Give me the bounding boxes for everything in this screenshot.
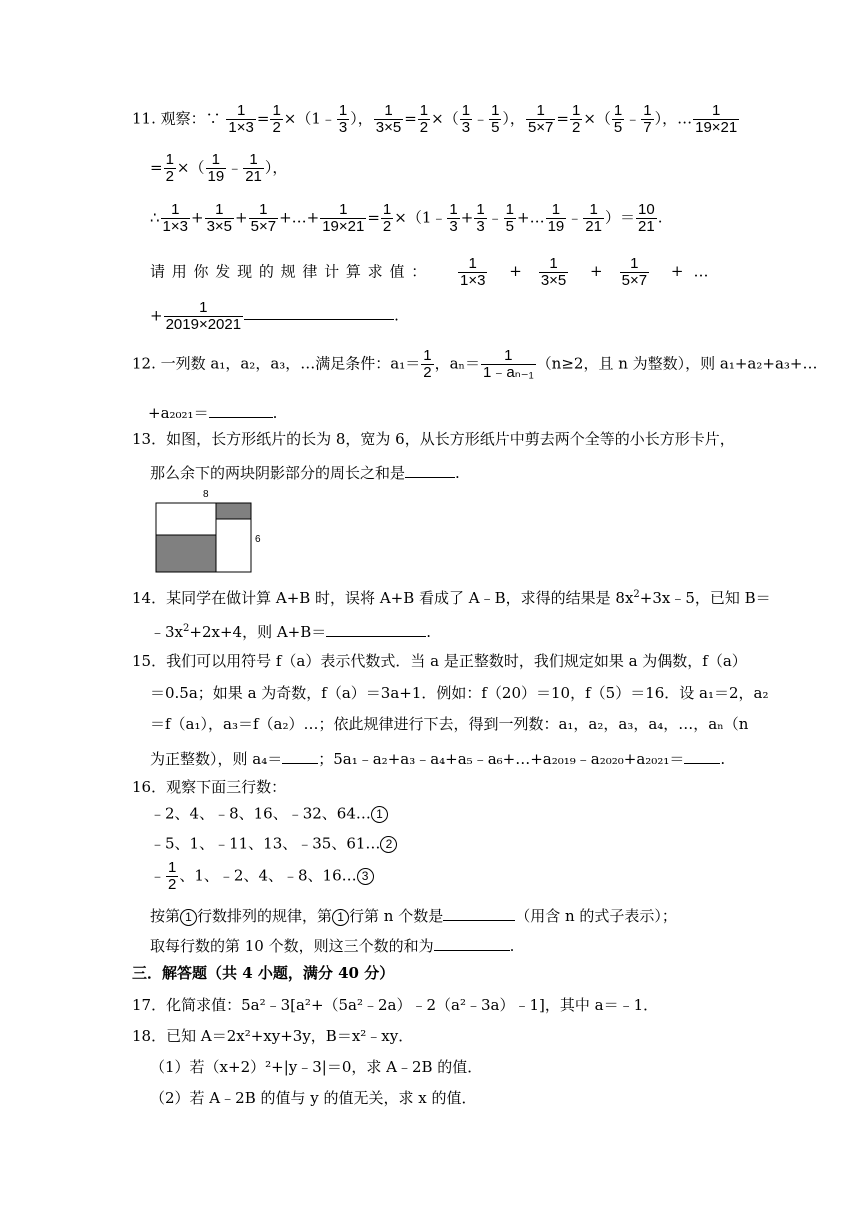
fraction: $\frac{1}{\text{1﹣aₙ₋₁}}$ (483, 347, 534, 381)
q18-line1: 18．已知 A＝2x²+xy+3y，B＝x²﹣xy． (132, 1027, 414, 1045)
fraction: $\frac{1}{5\times 7}$ (527, 102, 554, 136)
fraction: $\frac{1}{5\times 7}$ (621, 255, 648, 289)
fraction: $\frac{1}{3\times 5}$ (206, 201, 233, 235)
q17: 17．化简求值：5a²﹣3[a²+（5a²﹣2a）﹣2（a²﹣3a）﹣1]，其中 a＝﹣1． (132, 996, 659, 1014)
answer-blank[interactable] (244, 305, 394, 320)
q11-lead: 11. 观察：∵ (132, 109, 221, 128)
fraction: $\frac{1}{7}$ (643, 102, 652, 136)
q15-line4: 为正整数），则 a₄＝ ；5a₁﹣a₂+a₃﹣a₄+a₅﹣a₆+…+a₂₀₁₉﹣a₂₀₂₀+a₂₀₂₁＝ . (150, 750, 726, 768)
answer-blank[interactable] (443, 906, 515, 921)
fraction: $\frac{1}{2}$ (382, 201, 392, 235)
figure-length-label: 8 (203, 489, 209, 500)
q16-row3: ﹣ $\frac{1}{2}$ 、1、﹣2、4、﹣8、16… 3 (150, 860, 374, 893)
answer-blank[interactable] (326, 622, 426, 637)
fraction: $\frac{1}{21}$ (585, 201, 602, 235)
fraction: $\frac{1}{19}$ (207, 151, 225, 185)
fraction: $\frac{1}{5}$ (491, 102, 500, 136)
q13-figure (150, 486, 270, 576)
circled-number: 1 (180, 909, 197, 926)
q11-line1: 11. 观察：∵ $\frac{1}{1\times 3}$ = $\frac{1}{2}$ ×（1﹣ $\frac{1}{3}$ ）， $\frac{1}{3\times 5}$ = $\frac{1}{2}$ ×（ $\frac{1}{3}$ ﹣ $\frac{1}{5}$ ）， $\frac{1}{5\times 7}$ = $\frac{1}{2}$ ×（ $\frac{1}{5}$ ﹣ $\frac{1}{7}$ ），… $\frac{1}{19\times 21}$ (132, 102, 738, 136)
circled-number: 1 (332, 909, 349, 926)
q14-line2: $﹣3x^2+2x+4$，则 A+B＝ . (150, 623, 432, 641)
fraction: $\frac{1}{19}$ (547, 201, 565, 235)
q11-line5: + $\frac{1}{2019\times 2021}$ . (150, 299, 399, 333)
circled-number: 1 (371, 806, 388, 823)
answer-blank[interactable] (405, 463, 455, 478)
q11-line3: ∴ $\frac{1}{1\times 3}$ + $\frac{1}{3\times 5}$ + $\frac{1}{5\times 7}$ +…+ $\frac{1}{19\times 21}$ = $\frac{1}{2}$ ×（1﹣ $\frac{1}{3}$ + $\frac{1}{3}$ ﹣ $\frac{1}{5}$ +… $\frac{1}{19}$ ﹣ $\frac{1}{21}$ ）＝ $\frac{10}{21}$ . (150, 201, 663, 235)
q13-line2: 那么余下的两块阴影部分的周长之和是 . (150, 464, 460, 482)
fraction: $\frac{1}{1\times 3}$ (228, 102, 254, 136)
section-heading: 三．解答题（共 4 小题，满分 40 分） (132, 964, 395, 982)
fraction: $\frac{1}{2}$ (165, 151, 174, 185)
fraction: $\frac{1}{2}$ (419, 102, 429, 136)
fraction: $\frac{1}{5\times 7}$ (250, 201, 277, 235)
fraction: $\frac{1}{2}$ (423, 347, 432, 381)
q14-line1: 14．某同学在做计算 A+B 时，误将 A+B 看成了 A﹣B，求得的结果是 $8x^2+3x﹣5$，已知 B＝ (132, 589, 771, 607)
fraction: $\frac{1}{3\times 5}$ (540, 255, 567, 289)
q15-line2: ＝0.5a；如果 a 为奇数，f（a）＝3a+1．例如：f（20）＝10，f（5）＝16．设 a₁＝2，a₂ (150, 684, 769, 702)
q11-line4: 请 用 你 发 现 的 规 律 计 算 求 值 ： $\frac{1}{1\times 3}$ + $\frac{1}{3\times 5}$ + $\frac{1}{5\times 7}$ + … (150, 255, 709, 289)
fraction: $\frac{1}{1\times 3}$ (162, 201, 188, 235)
fraction: $\frac{1}{1\times 3}$ (460, 255, 486, 289)
fraction: $\frac{1}{2019\times 2021}$ (165, 299, 242, 333)
fraction: $\frac{1}{3}$ (476, 201, 485, 235)
circled-number: 3 (357, 868, 374, 885)
q12-line1: 12. 一列数 a₁，a₂，a₃，…满足条件：a₁＝ $\frac{1}{2}$ ，aₙ＝ $\frac{1}{\text{1﹣aₙ₋₁}}$ （n≥2，且 n 为整数），则 a₁+a₂+a₃+… (132, 347, 818, 381)
fraction: $\frac{1}{5}$ (613, 102, 623, 136)
q15-line1: 15．我们可以用符号 f（a）表示代数式．当 a 是正整数时，我们规定如果 a 为偶数，f（a） (132, 652, 747, 670)
fraction: $\frac{1}{19\times 21}$ (695, 102, 738, 136)
circled-number: 2 (380, 836, 397, 853)
fraction: $\frac{1}{2}$ (272, 102, 281, 136)
fraction: $\frac{1}{5}$ (505, 201, 515, 235)
q18-sub2: （2）若 A﹣2B 的值与 y 的值无关，求 x 的值． (150, 1089, 477, 1107)
q16-line-rule: 按第 1 行数排列的规律，第 1 行第 n 个数是 （用含 n 的式子表示）； (150, 907, 677, 925)
fraction: $\frac{10}{21}$ (638, 201, 655, 235)
q16-line-sum: 取每行数的第 10 个数，则这三个数的和为 . (150, 937, 515, 955)
shaded-region-right (216, 503, 251, 519)
q16-lead: 16．观察下面三行数： (132, 778, 287, 796)
fraction: $\frac{1}{3}$ (449, 201, 458, 235)
shaded-region-left (156, 535, 216, 572)
q16-row2: ﹣5、1、﹣11、13、﹣35、61… 2 (150, 836, 397, 853)
q18-sub1: （1）若（x+2）²+|y﹣3|＝0，求 A﹣2B 的值． (150, 1058, 483, 1076)
answer-blank[interactable] (684, 749, 720, 764)
answer-blank[interactable] (209, 403, 273, 418)
fraction: $\frac{1}{2}$ (168, 859, 177, 893)
fraction: $\frac{1}{19\times 21}$ (322, 201, 365, 235)
q11-line2: = $\frac{1}{2}$ ×（ $\frac{1}{19}$ ﹣ $\frac{1}{21}$ ）， (150, 151, 288, 185)
fraction: $\frac{1}{21}$ (245, 151, 262, 185)
answer-blank[interactable] (434, 936, 510, 951)
q13-line1: 13．如图，长方形纸片的长为 8，宽为 6，从长方形纸片中剪去两个全等的小长方形卡片， (132, 430, 735, 448)
figure-width-label: 6 (255, 534, 261, 545)
answer-blank[interactable] (282, 749, 318, 764)
q12-line2: +a₂₀₂₁＝ . (148, 404, 278, 422)
q16-row1: ﹣2、4、﹣8、16、﹣32、64… 1 (150, 806, 388, 823)
fraction: $\frac{1}{3}$ (338, 102, 348, 136)
fraction: $\frac{1}{2}$ (571, 102, 581, 136)
q15-line3: ＝f（a₁），a₃＝f（a₂）…；依此规律进行下去，得到一列数：a₁，a₂，a₃，a₄，…，aₙ（n (150, 715, 749, 733)
fraction: $\frac{1}{3}$ (461, 102, 471, 136)
fraction: $\frac{1}{3\times 5}$ (375, 102, 402, 136)
